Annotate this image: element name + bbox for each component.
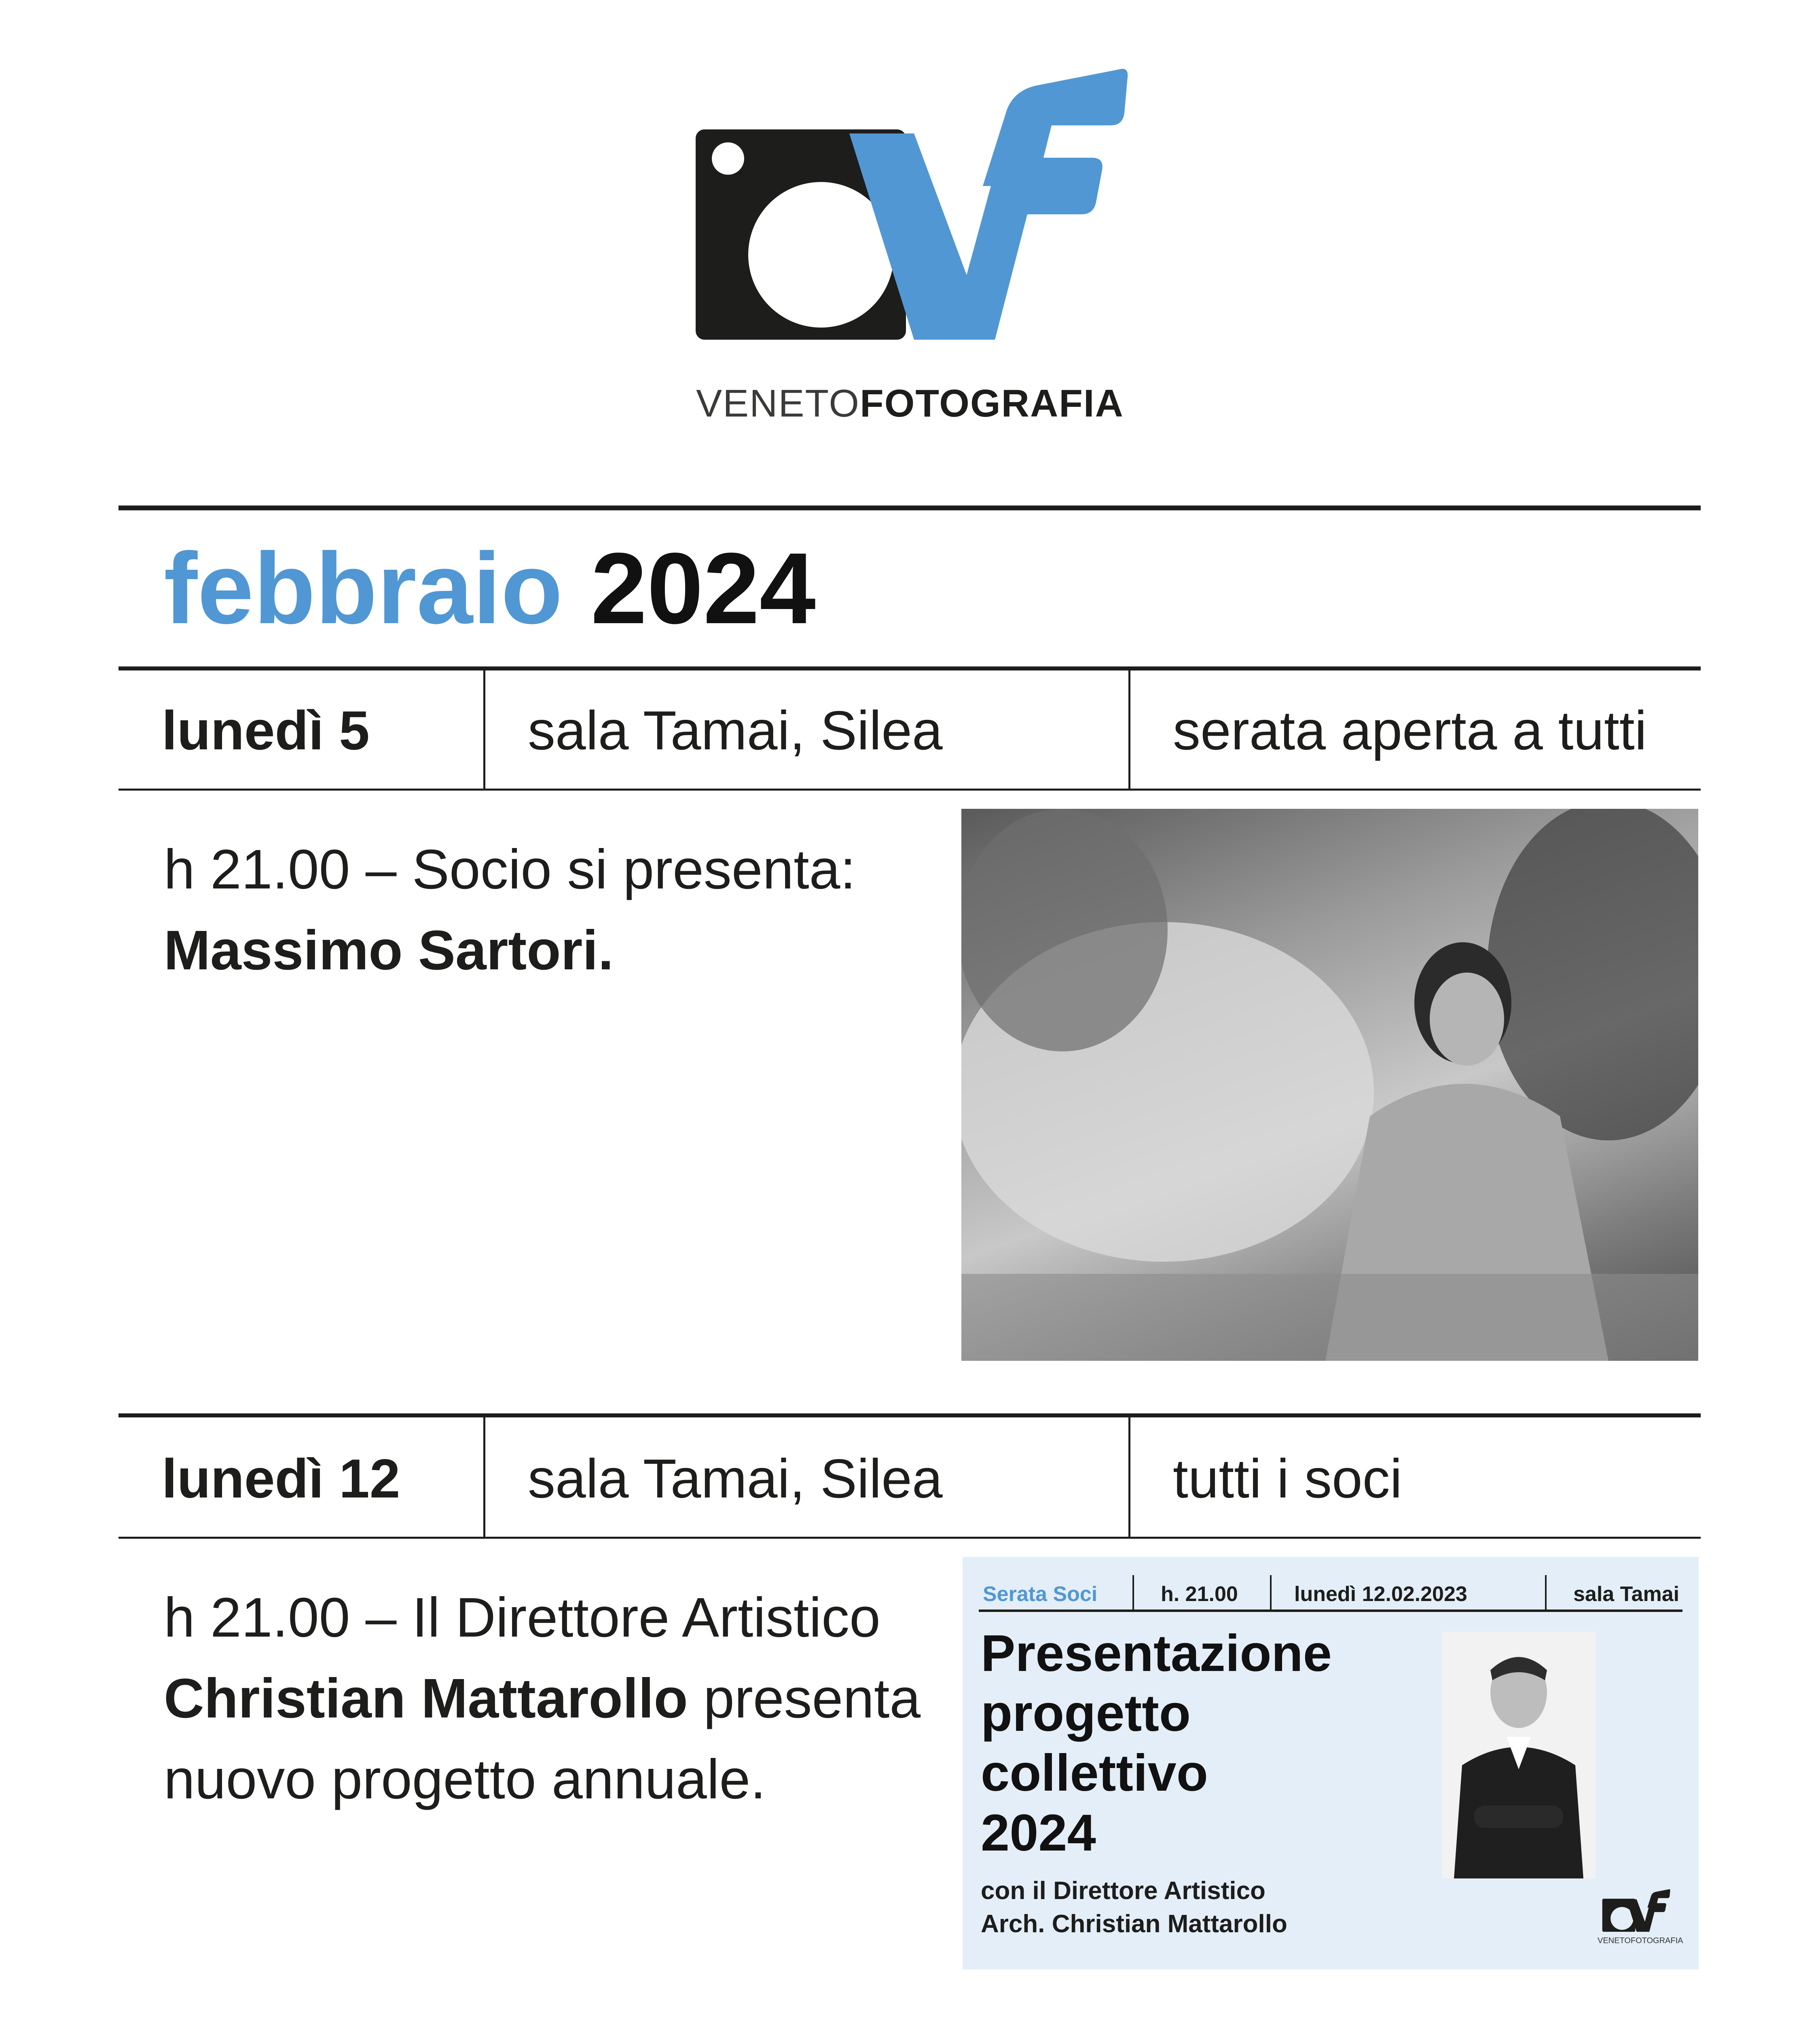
event-1-description xyxy=(164,829,856,991)
event-2-poster xyxy=(963,1557,1699,1969)
event-1-day: lunedì 5 xyxy=(162,700,370,761)
poster-logo-icon xyxy=(1598,1889,1674,1933)
event-2-place: sala Tamai, Silea xyxy=(528,1448,943,1509)
month-name: febbraio xyxy=(164,532,563,645)
event-1-divider-b xyxy=(1128,670,1130,790)
event-2-line: Christian Mattarollo presenta xyxy=(164,1667,921,1730)
poster-header-divider xyxy=(1132,1575,1134,1610)
event-1-top-rule xyxy=(119,666,1701,670)
logo-word-bold: FOTOGRAFIA xyxy=(860,382,1124,425)
logo xyxy=(688,65,1132,429)
poster-portrait xyxy=(1442,1632,1596,1878)
event-2-description xyxy=(164,1577,921,1820)
poster-subtitle: con il Direttore Artistico Arch. Christian Mattarollo xyxy=(981,1877,1287,1938)
event-2-top-rule xyxy=(119,1413,1701,1417)
camera-logo-icon xyxy=(688,65,1132,348)
event-1-line: h 21.00 – Socio si presenta: xyxy=(164,838,856,901)
event-1-audience: serata aperta a tutti xyxy=(1173,700,1647,761)
presenter-name: Massimo Sartori. xyxy=(164,919,614,981)
poster-header-divider xyxy=(1545,1575,1547,1610)
event-2-line: h 21.00 – Il Direttore Artistico xyxy=(164,1586,880,1649)
event-2-day: lunedì 12 xyxy=(162,1448,400,1509)
event-1-bottom-rule xyxy=(119,789,1701,791)
logo-wordmark xyxy=(688,384,1132,423)
event-1-photo xyxy=(961,809,1698,1361)
logo-word-light: VENETO xyxy=(696,382,860,425)
poster-title: Presentazione progetto collettivo 2024 xyxy=(981,1624,1332,1862)
poster-header xyxy=(979,1573,1682,1612)
event-2-audience: tutti i soci xyxy=(1173,1448,1402,1509)
event-1-divider-a xyxy=(483,670,485,790)
event-2-divider-b xyxy=(1128,1417,1130,1538)
month-title xyxy=(164,532,816,645)
poster-tag: Serata Soci xyxy=(983,1582,1098,1606)
event-2-line: nuovo progetto annuale. xyxy=(164,1748,766,1810)
event-2-divider-a xyxy=(483,1417,485,1538)
poster-date: lunedì 12.02.2023 xyxy=(1294,1582,1467,1606)
event-2-bottom-rule xyxy=(119,1537,1701,1539)
event-1-line xyxy=(164,910,856,991)
poster-logo xyxy=(1598,1889,1683,1949)
director-name: Christian Mattarollo xyxy=(164,1667,688,1730)
top-rule xyxy=(119,506,1701,510)
poster-venue: sala Tamai xyxy=(1573,1582,1680,1606)
event-1-place: sala Tamai, Silea xyxy=(528,700,943,761)
poster-header-divider xyxy=(1270,1575,1272,1610)
poster-time: h. 21.00 xyxy=(1161,1582,1238,1606)
month-year: 2024 xyxy=(590,532,816,645)
poster-logo-caption: VENETOFOTOGRAFIA xyxy=(1598,1936,1683,1945)
